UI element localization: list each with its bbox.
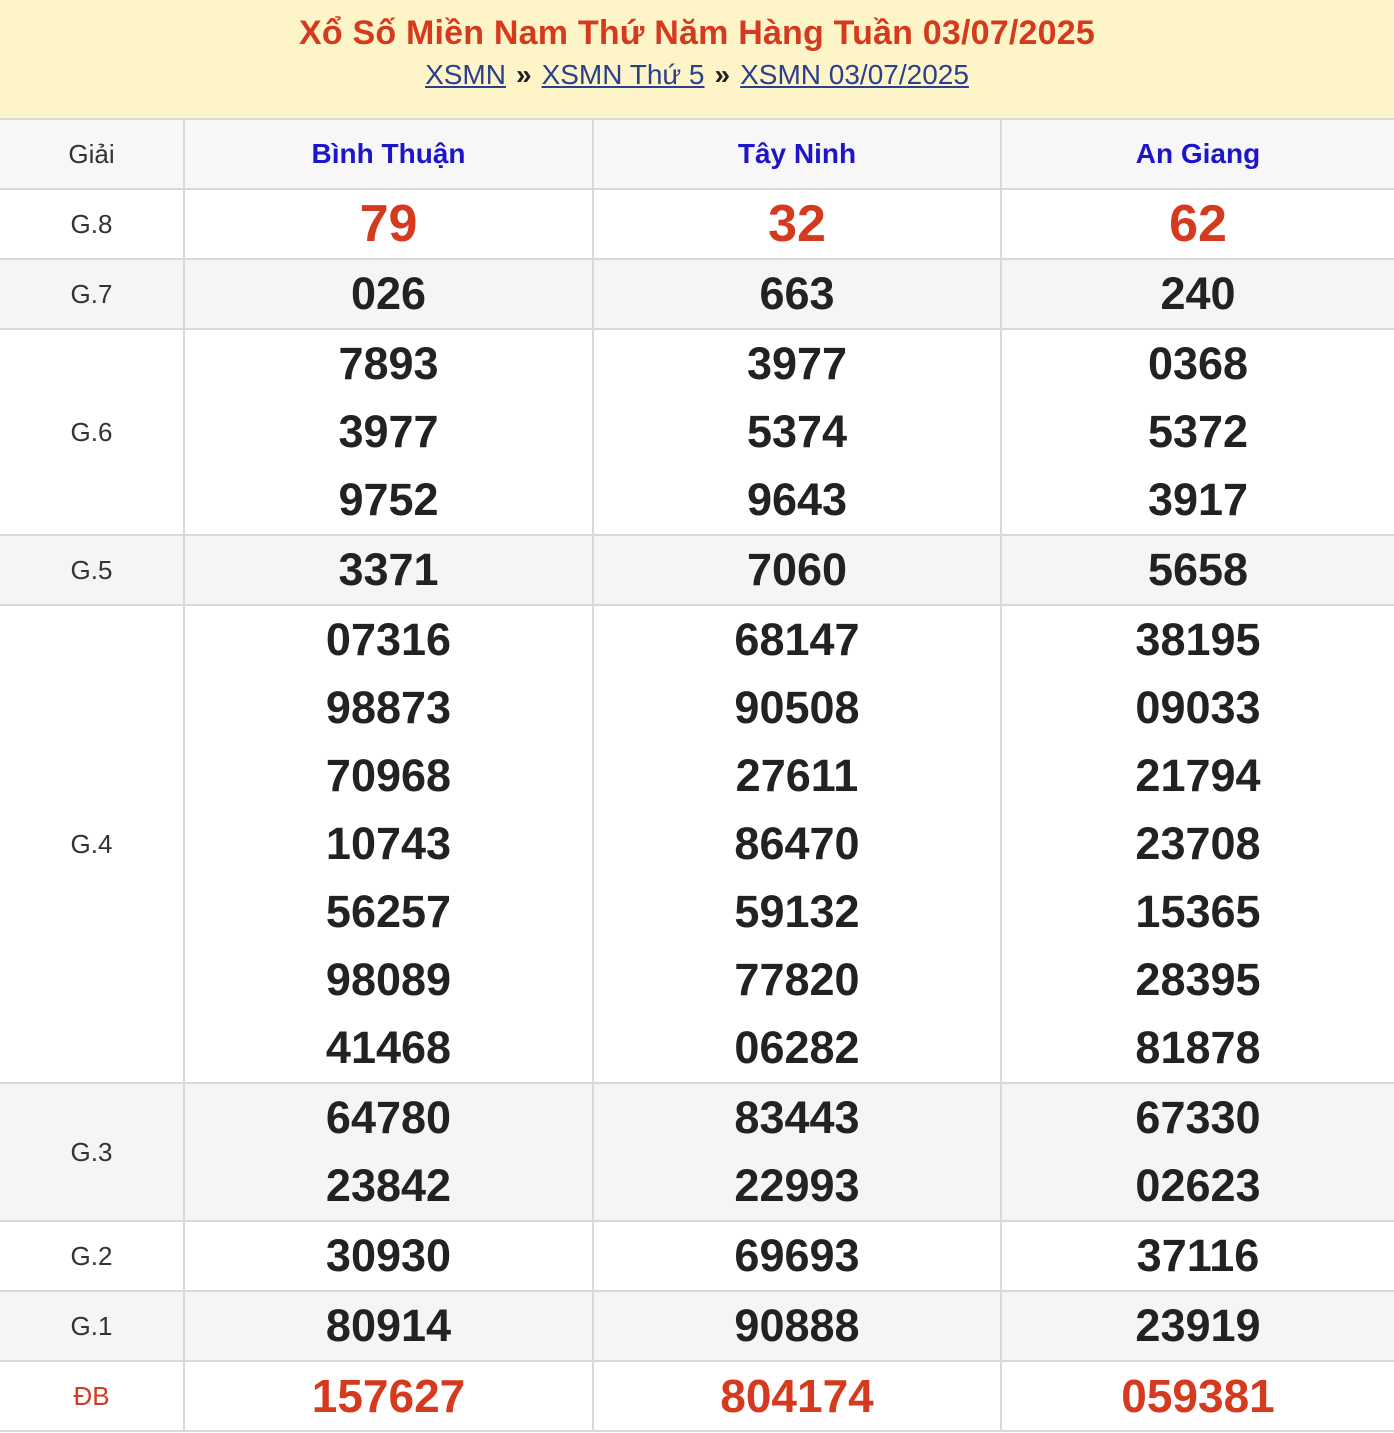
result-cell: [593, 605, 1001, 1083]
prize-number: 38195: [1135, 614, 1261, 665]
table-header-row: [0, 119, 1394, 189]
breadcrumb-link-xsmn-date[interactable]: XSMN 03/07/2025: [740, 59, 969, 90]
result-cell: [1001, 535, 1394, 605]
results-table: [0, 118, 1394, 1432]
breadcrumb-separator: »: [515, 59, 532, 90]
result-cell: [1001, 1361, 1394, 1431]
result-cell: [1001, 259, 1394, 329]
province-header[interactable]: Bình Thuận: [184, 119, 593, 189]
result-cell: [1001, 1221, 1394, 1291]
prize-number: 86470: [734, 818, 860, 869]
prize-number: 41468: [325, 1022, 452, 1073]
breadcrumb-link-xsmn-thu-5[interactable]: XSMN Thứ 5: [541, 59, 705, 90]
province-header[interactable]: Tây Ninh: [593, 119, 1001, 189]
prize-number: 5658: [1147, 544, 1249, 595]
result-cell: [184, 1291, 593, 1361]
prize-number: 79: [359, 195, 418, 253]
result-cell: [593, 189, 1001, 259]
prize-number: 62: [1169, 195, 1227, 253]
prize-number: 7060: [746, 544, 848, 595]
prize-number: 06282: [734, 1022, 860, 1073]
special-prize-number: 059381: [1121, 1370, 1275, 1422]
prize-number: 64780: [325, 1092, 452, 1143]
result-cell: [184, 189, 593, 259]
result-cell: [1001, 329, 1394, 535]
prize-number: 3977: [338, 406, 439, 457]
prize-number: 21794: [1135, 750, 1261, 801]
prize-number: 10743: [325, 818, 452, 869]
prize-label: G.4: [0, 605, 184, 1083]
prize-label: G.5: [0, 535, 184, 605]
result-cell: [1001, 189, 1394, 259]
prize-number: 98873: [325, 682, 452, 733]
prize-label: G.2: [0, 1221, 184, 1291]
prize-number: 07316: [325, 614, 452, 665]
page-title: Xổ Số Miền Nam Thứ Năm Hàng Tuần 03/07/2025: [299, 14, 1095, 52]
prize-number: 56257: [325, 886, 452, 937]
result-cell: [184, 535, 593, 605]
special-prize-number: 157627: [311, 1370, 466, 1422]
prize-number: 83443: [734, 1092, 860, 1143]
result-cell: [1001, 605, 1394, 1083]
prize-number: 59132: [734, 886, 860, 937]
prize-number: 77820: [734, 954, 860, 1005]
result-cell: [1001, 1083, 1394, 1221]
prize-number: 5374: [746, 406, 848, 457]
breadcrumb-link-xsmn[interactable]: XSMN: [425, 59, 506, 90]
prize-number: 9643: [746, 474, 848, 525]
special-prize-number: 804174: [720, 1370, 874, 1422]
prize-number: 15365: [1135, 886, 1261, 937]
prize-number: 81878: [1135, 1022, 1261, 1073]
prize-number: 3917: [1147, 474, 1249, 525]
prize-label: G.7: [0, 259, 184, 329]
table-row: [0, 605, 1394, 1083]
prize-number: 9752: [338, 474, 439, 525]
prize-number: 3371: [338, 544, 439, 595]
prize-number: 37116: [1136, 1230, 1260, 1281]
prize-label: G.6: [0, 329, 184, 535]
prize-number: 0368: [1147, 338, 1249, 389]
prize-number: 23842: [325, 1160, 452, 1211]
prize-label: G.1: [0, 1291, 184, 1361]
result-cell: [184, 329, 593, 535]
prize-number: 28395: [1135, 954, 1261, 1005]
prize-number: 09033: [1135, 682, 1261, 733]
prize-label: ĐB: [0, 1361, 184, 1431]
table-row: [0, 535, 1394, 605]
page-header: [0, 0, 1394, 118]
province-header[interactable]: An Giang: [1001, 119, 1394, 189]
prize-label: G.8: [0, 189, 184, 259]
prize-number: 7893: [338, 338, 439, 389]
prize-column-header: Giải: [0, 119, 184, 189]
result-cell: [593, 1221, 1001, 1291]
prize-number: 663: [759, 268, 835, 319]
result-cell: [184, 605, 593, 1083]
result-cell: [184, 1221, 593, 1291]
prize-number: 23708: [1135, 818, 1261, 869]
result-cell: [1001, 1291, 1394, 1361]
prize-number: 240: [1160, 268, 1236, 319]
table-row: [0, 1083, 1394, 1221]
prize-number: 32: [768, 195, 826, 253]
table-row: [0, 1361, 1394, 1431]
prize-number: 98089: [325, 954, 452, 1005]
result-cell: [593, 1361, 1001, 1431]
prize-number: 68147: [734, 614, 860, 665]
result-cell: [184, 1083, 593, 1221]
result-cell: [593, 1291, 1001, 1361]
prize-number: 27611: [735, 750, 859, 801]
result-cell: [184, 1361, 593, 1431]
table-row: [0, 1291, 1394, 1361]
result-cell: [593, 1083, 1001, 1221]
prize-number: 80914: [325, 1300, 452, 1351]
prize-number: 02623: [1135, 1160, 1261, 1211]
prize-label: G.3: [0, 1083, 184, 1221]
breadcrumb: [0, 55, 1394, 95]
prize-number: 30930: [325, 1230, 452, 1281]
prize-number: 23919: [1135, 1300, 1261, 1351]
breadcrumb-separator: »: [714, 59, 731, 90]
prize-number: 90888: [734, 1300, 860, 1351]
result-cell: [184, 259, 593, 329]
result-cell: [593, 259, 1001, 329]
prize-number: 22993: [734, 1160, 860, 1211]
result-cell: [593, 329, 1001, 535]
table-row: [0, 329, 1394, 535]
prize-number: 70968: [325, 750, 452, 801]
prize-number: 90508: [734, 682, 860, 733]
prize-number: 026: [350, 268, 427, 319]
prize-number: 3977: [746, 338, 848, 389]
result-cell: [593, 535, 1001, 605]
prize-number: 69693: [734, 1230, 860, 1281]
prize-number: 67330: [1135, 1092, 1261, 1143]
prize-number: 5372: [1147, 406, 1249, 457]
table-row: [0, 1221, 1394, 1291]
table-row: [0, 259, 1394, 329]
table-row: [0, 189, 1394, 259]
